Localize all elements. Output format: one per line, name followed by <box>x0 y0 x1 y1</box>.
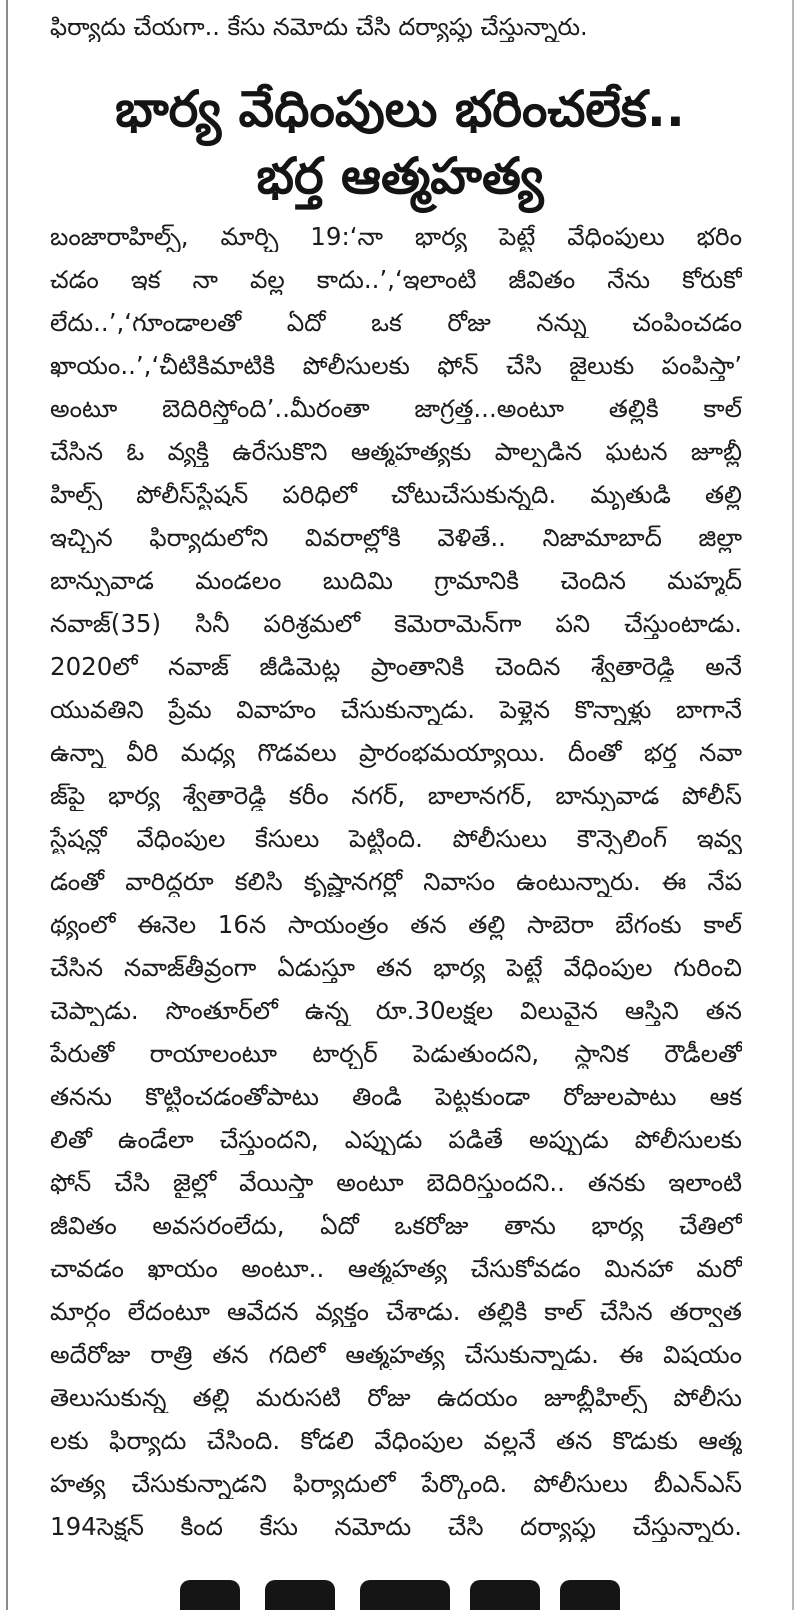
body-line: నవాజ్(35) సినీ పరిశ్రమలో కెమెరామెన్‌గా పని చేస్తుంటాడు. <box>50 609 742 638</box>
body-line: తెలుసుకున్న తల్లి మరుసటి రోజు ఉదయం జూబ్లీహిల్స్ పోలీసు <box>50 1383 742 1412</box>
body-line: చడం ఇక నా వల్ల కాదు..’,‘ఇలాంటి జీవితం నేను కోరుకో <box>50 265 742 294</box>
body-line: లేదు..’,‘గూండాలతో ఏదో ఒక రోజు నన్ను చంపించడం <box>50 308 742 337</box>
body-line: పేరుతో రాయాలంటూ టార్చర్ పెడుతుందని, స్థానిక రౌడీలతో <box>50 1039 742 1068</box>
body-line: లకు ఫిర్యాదు చేసింది. కోడలి వేధింపుల వల్లనే తన కొడుకు ఆత్మ <box>50 1426 742 1455</box>
previous-article-tail: ఫిర్యాదు చేయగా.. కేసు నమోదు చేసి దర్యాప్తు చేస్తున్నారు. <box>50 13 588 41</box>
body-line: చేసిన నవాజ్‌తీవ్రంగా ఏడుస్తూ తన భార్య పెట్టే వేధింపుల గురించి <box>50 953 742 982</box>
body-line: చేసిన ఓ వ్యక్తి ఉరేసుకొని ఆత్మహత్యకు పాల్పడిన ఘటన జూబ్లీ <box>50 437 742 466</box>
body-line: బంజారాహిల్స్, మార్చి 19:‘నా భార్య పెట్టే వేధింపులు భరిం <box>50 222 742 251</box>
body-line: లితో ఉండేలా చేస్తుందని, ఎప్పుడు పడితే అప్పుడు పోలీసులకు <box>50 1125 742 1154</box>
body-line: ఇచ్చిన ఫిర్యాదులోని వివరాల్లోకి వెళితే.. నిజామాబాద్ జిల్లా <box>50 523 742 552</box>
body-line: ఫోన్ చేసి జైల్లో వేయిస్తా అంటూ బెదిరిస్తుందని.. తనకు ఇలాంటి <box>50 1168 742 1197</box>
body-line: చెప్పాడు. సొంతూర్‌లో ఉన్న రూ.30లక్షల విలువైన ఆస్తిని తన <box>50 996 742 1025</box>
body-line: అంటూ బెదిరిస్తోంది’..మీరంతా జాగ్రత్త...అంటూ తల్లికి కాల్ <box>50 394 742 423</box>
next-article-headline-fragment <box>170 1580 630 1620</box>
body-line: థ్యంలో ఈనెల 16న సాయంత్రం తన తల్లి సాబెరా బేగంకు కాల్ <box>50 910 742 939</box>
column-rule-right <box>792 0 794 1610</box>
body-line: ఉన్నా వీరి మధ్య గొడవలు ప్రారంభమయ్యాయి. దీంతో భర్త నవా <box>50 738 742 767</box>
body-line: చావడం ఖాయం అంటూ.. ఆత్మహత్య చేసుకోవడం మినహా మరో <box>50 1254 742 1283</box>
body-line: మార్గం లేదంటూ ఆవేదన వ్యక్తం చేశాడు. తల్లికి కాల్ చేసిన తర్వాత <box>50 1297 742 1326</box>
body-line: జీవితం అవసరంలేదు, ఏదో ఒకరోజు తాను భార్య చేతిలో <box>50 1211 742 1240</box>
body-line: అదేరోజు రాత్రి తన గదిలో ఆత్మహత్య చేసుకున్నాడు. ఈ విషయం <box>50 1340 742 1369</box>
body-line: జ్‌పై భార్య శ్వేతారెడ్డి కరీం నగర్, బాలానగర్, బాన్సువాడ పోలీస్ <box>50 781 742 810</box>
body-line: 2020లో నవాజ్ జీడిమెట్ల ప్రాంతానికి చెందిన శ్వేతారెడ్డి అనే <box>50 652 742 681</box>
body-line: హిల్స్ పోలీస్‌స్టేషన్ పరిధిలో చోటుచేసుకున్నది. మృతుడి తల్లి <box>50 480 742 509</box>
headline-line-1: భార్య వేధింపులు భరించలేక.. <box>115 80 685 138</box>
headline-line-2: భర్త ఆత్మహత్య <box>256 147 544 205</box>
body-line: హత్య చేసుకున్నాడని ఫిర్యాదులో పేర్కొంది. పోలీసులు బీఎన్ఎస్ <box>50 1469 742 1498</box>
body-line: తనను కొట్టించడంతోపాటు తిండి పెట్టకుండా రోజులపాటు ఆక <box>50 1082 742 1111</box>
body-line: 194సెక్షన్ కింద కేసు నమోదు చేసి దర్యాప్తు చేస్తున్నారు. <box>50 1512 742 1541</box>
body-line: డంతో వారిద్దరూ కలిసి కృష్ణానగర్లో నివాసం ఉంటున్నారు. ఈ నేప <box>50 867 742 896</box>
body-line: ఖాయం..’,‘చీటికిమాటికి పోలీసులకు ఫోన్ చేసి జైలుకు పంపిస్తా’ <box>50 351 742 380</box>
body-line: స్టేషన్లో వేధింపుల కేసులు పెట్టింది. పోలీసులు కౌన్సెలింగ్ ఇవ్వ <box>50 824 742 853</box>
body-line: యువతిని ప్రేమ వివాహం చేసుకున్నాడు. పెళ్లైన కొన్నాళ్లు బాగానే <box>50 695 742 724</box>
column-rule-left <box>6 0 8 1610</box>
body-line: బాన్సువాడ మండలం బుదిమి గ్రామానికి చెందిన మహ్మద్ <box>50 566 742 595</box>
